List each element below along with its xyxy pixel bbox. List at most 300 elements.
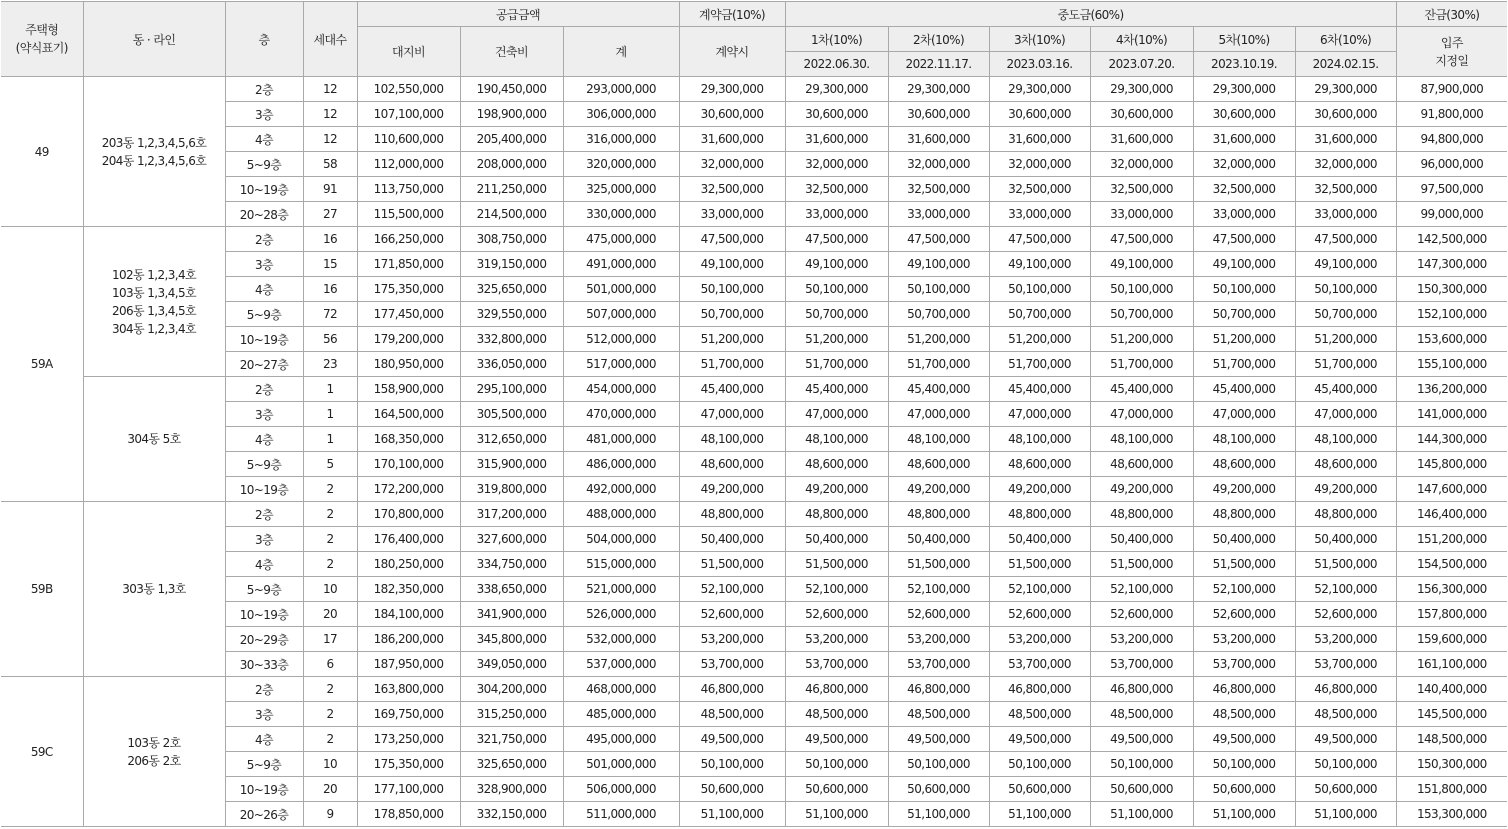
total-cost-cell: 488,000,000 [563, 502, 679, 527]
floor-cell: 20~27층 [225, 352, 303, 377]
total-cost-cell: 470,000,000 [563, 402, 679, 427]
mid-payment-1-cell: 50,100,000 [785, 752, 888, 777]
table-row [1, 427, 1507, 452]
mid-payment-3-cell: 48,800,000 [989, 502, 1090, 527]
total-cost-cell: 293,000,000 [563, 77, 679, 102]
floor-cell: 4층 [225, 727, 303, 752]
header-deposit: 계약금(10%) [679, 2, 785, 27]
mid-payment-2-cell: 50,600,000 [888, 777, 989, 802]
units-cell: 17 [303, 627, 357, 652]
building-cost-cell: 341,900,000 [460, 602, 563, 627]
total-cost-cell: 517,000,000 [563, 352, 679, 377]
mid-payment-4-cell: 52,100,000 [1090, 577, 1193, 602]
price-table [1, 1, 1507, 827]
balance-cell: 159,600,000 [1396, 627, 1507, 652]
table-row [1, 527, 1507, 552]
land-cost-cell: 175,350,000 [357, 752, 460, 777]
balance-cell: 147,600,000 [1396, 477, 1507, 502]
mid-payment-5-cell: 45,400,000 [1193, 377, 1295, 402]
type-cell: 59B [1, 502, 83, 677]
floor-cell: 30~33층 [225, 652, 303, 677]
mid-payment-2-cell: 51,500,000 [888, 552, 989, 577]
total-cost-cell: 501,000,000 [563, 277, 679, 302]
deposit-cell: 48,500,000 [679, 702, 785, 727]
mid-payment-1-cell: 51,500,000 [785, 552, 888, 577]
mid-payment-3-cell: 50,100,000 [989, 752, 1090, 777]
mid-payment-1-cell: 47,000,000 [785, 402, 888, 427]
header-mid-3: 3차(10%) [989, 27, 1090, 52]
mid-payment-2-cell: 51,700,000 [888, 352, 989, 377]
mid-payment-5-cell: 48,500,000 [1193, 702, 1295, 727]
units-cell: 56 [303, 327, 357, 352]
table-row [1, 252, 1507, 277]
deposit-cell: 53,200,000 [679, 627, 785, 652]
balance-cell: 146,400,000 [1396, 502, 1507, 527]
mid-payment-6-cell: 49,100,000 [1295, 252, 1396, 277]
balance-cell: 96,000,000 [1396, 152, 1507, 177]
table-row [1, 352, 1507, 377]
mid-payment-4-cell: 31,600,000 [1090, 127, 1193, 152]
mid-payment-6-cell: 51,700,000 [1295, 352, 1396, 377]
floor-cell: 3층 [225, 402, 303, 427]
mid-payment-2-cell: 48,600,000 [888, 452, 989, 477]
deposit-cell: 31,600,000 [679, 127, 785, 152]
building-cost-cell: 190,450,000 [460, 77, 563, 102]
floor-cell: 4층 [225, 552, 303, 577]
balance-cell: 161,100,000 [1396, 652, 1507, 677]
balance-cell: 141,000,000 [1396, 402, 1507, 427]
mid-payment-5-cell: 49,200,000 [1193, 477, 1295, 502]
deposit-cell: 49,100,000 [679, 252, 785, 277]
header-supply: 공급금액 [357, 2, 679, 27]
mid-payment-5-cell: 50,600,000 [1193, 777, 1295, 802]
land-cost-cell: 107,100,000 [357, 102, 460, 127]
mid-payment-6-cell: 49,500,000 [1295, 727, 1396, 752]
deposit-cell: 52,100,000 [679, 577, 785, 602]
mid-payment-1-cell: 32,000,000 [785, 152, 888, 177]
mid-payment-6-cell: 47,000,000 [1295, 402, 1396, 427]
balance-cell: 155,100,000 [1396, 352, 1507, 377]
building-cost-cell: 198,900,000 [460, 102, 563, 127]
units-cell: 12 [303, 77, 357, 102]
building-cost-cell: 304,200,000 [460, 677, 563, 702]
land-cost-cell: 187,950,000 [357, 652, 460, 677]
mid-payment-2-cell: 52,100,000 [888, 577, 989, 602]
mid-payment-2-cell: 50,100,000 [888, 277, 989, 302]
table-row [1, 577, 1507, 602]
total-cost-cell: 330,000,000 [563, 202, 679, 227]
mid-payment-5-cell: 33,000,000 [1193, 202, 1295, 227]
mid-payment-3-cell: 32,000,000 [989, 152, 1090, 177]
balance-cell: 142,500,000 [1396, 227, 1507, 252]
building-cost-cell: 295,100,000 [460, 377, 563, 402]
floor-cell: 5~9층 [225, 452, 303, 477]
mid-payment-1-cell: 48,600,000 [785, 452, 888, 477]
table-row [1, 102, 1507, 127]
table-row [1, 452, 1507, 477]
balance-cell: 150,300,000 [1396, 752, 1507, 777]
table-row [1, 402, 1507, 427]
mid-payment-3-cell: 47,000,000 [989, 402, 1090, 427]
deposit-cell: 29,300,000 [679, 77, 785, 102]
mid-payment-2-cell: 52,600,000 [888, 602, 989, 627]
mid-payment-4-cell: 50,100,000 [1090, 752, 1193, 777]
type-cell: 59C [1, 677, 83, 827]
mid-payment-3-cell: 50,400,000 [989, 527, 1090, 552]
building-cost-cell: 328,900,000 [460, 777, 563, 802]
mid-payment-5-cell: 32,000,000 [1193, 152, 1295, 177]
balance-cell: 150,300,000 [1396, 277, 1507, 302]
mid-payment-4-cell: 47,500,000 [1090, 227, 1193, 252]
dong-line-cell: 102동 1,2,3,4호 103동 1,3,4,5호 206동 1,3,4,5호 304동 1,2,3,4호 [83, 227, 225, 377]
floor-cell: 10~19층 [225, 777, 303, 802]
table-row [1, 702, 1507, 727]
land-cost-cell: 177,100,000 [357, 777, 460, 802]
land-cost-cell: 179,200,000 [357, 327, 460, 352]
floor-cell: 3층 [225, 102, 303, 127]
floor-cell: 2층 [225, 227, 303, 252]
mid-payment-3-cell: 30,600,000 [989, 102, 1090, 127]
table-row [1, 627, 1507, 652]
floor-cell: 10~19층 [225, 327, 303, 352]
land-cost-cell: 113,750,000 [357, 177, 460, 202]
header-mid-4-date: 2023.07.20. [1090, 52, 1193, 77]
floor-cell: 5~9층 [225, 577, 303, 602]
building-cost-cell: 319,150,000 [460, 252, 563, 277]
units-cell: 2 [303, 527, 357, 552]
table-row [1, 227, 1507, 252]
land-cost-cell: 163,800,000 [357, 677, 460, 702]
mid-payment-3-cell: 51,500,000 [989, 552, 1090, 577]
table-row [1, 652, 1507, 677]
deposit-cell: 48,800,000 [679, 502, 785, 527]
type-cell: 49 [1, 77, 83, 227]
mid-payment-3-cell: 52,600,000 [989, 602, 1090, 627]
units-cell: 27 [303, 202, 357, 227]
header-deposit-when: 계약시 [679, 27, 785, 77]
mid-payment-4-cell: 46,800,000 [1090, 677, 1193, 702]
mid-payment-6-cell: 50,400,000 [1295, 527, 1396, 552]
land-cost-cell: 166,250,000 [357, 227, 460, 252]
mid-payment-1-cell: 51,700,000 [785, 352, 888, 377]
mid-payment-4-cell: 52,600,000 [1090, 602, 1193, 627]
total-cost-cell: 515,000,000 [563, 552, 679, 577]
mid-payment-3-cell: 48,100,000 [989, 427, 1090, 452]
mid-payment-5-cell: 50,100,000 [1193, 277, 1295, 302]
deposit-cell: 32,000,000 [679, 152, 785, 177]
floor-cell: 4층 [225, 427, 303, 452]
mid-payment-1-cell: 49,100,000 [785, 252, 888, 277]
mid-payment-1-cell: 50,700,000 [785, 302, 888, 327]
balance-cell: 147,300,000 [1396, 252, 1507, 277]
floor-cell: 5~9층 [225, 302, 303, 327]
total-cost-cell: 511,000,000 [563, 802, 679, 827]
mid-payment-6-cell: 30,600,000 [1295, 102, 1396, 127]
mid-payment-5-cell: 48,100,000 [1193, 427, 1295, 452]
header-mid-5: 5차(10%) [1193, 27, 1295, 52]
mid-payment-5-cell: 52,600,000 [1193, 602, 1295, 627]
deposit-cell: 50,600,000 [679, 777, 785, 802]
table-row [1, 477, 1507, 502]
mid-payment-5-cell: 52,100,000 [1193, 577, 1295, 602]
units-cell: 2 [303, 702, 357, 727]
mid-payment-3-cell: 45,400,000 [989, 377, 1090, 402]
header-mid-4: 4차(10%) [1090, 27, 1193, 52]
floor-cell: 2층 [225, 77, 303, 102]
deposit-cell: 51,100,000 [679, 802, 785, 827]
mid-payment-2-cell: 48,100,000 [888, 427, 989, 452]
table-row [1, 377, 1507, 402]
mid-payment-1-cell: 32,500,000 [785, 177, 888, 202]
table-row [1, 277, 1507, 302]
mid-payment-6-cell: 52,100,000 [1295, 577, 1396, 602]
units-cell: 58 [303, 152, 357, 177]
table-body [1, 77, 1507, 827]
mid-payment-2-cell: 50,400,000 [888, 527, 989, 552]
units-cell: 2 [303, 677, 357, 702]
table-row [1, 327, 1507, 352]
floor-cell: 10~19층 [225, 477, 303, 502]
mid-payment-1-cell: 30,600,000 [785, 102, 888, 127]
mid-payment-1-cell: 48,100,000 [785, 427, 888, 452]
mid-payment-5-cell: 30,600,000 [1193, 102, 1295, 127]
floor-cell: 4층 [225, 277, 303, 302]
total-cost-cell: 486,000,000 [563, 452, 679, 477]
building-cost-cell: 325,650,000 [460, 277, 563, 302]
mid-payment-4-cell: 45,400,000 [1090, 377, 1193, 402]
units-cell: 16 [303, 227, 357, 252]
mid-payment-6-cell: 49,200,000 [1295, 477, 1396, 502]
mid-payment-2-cell: 51,200,000 [888, 327, 989, 352]
total-cost-cell: 532,000,000 [563, 627, 679, 652]
units-cell: 12 [303, 102, 357, 127]
total-cost-cell: 521,000,000 [563, 577, 679, 602]
mid-payment-4-cell: 53,200,000 [1090, 627, 1193, 652]
deposit-cell: 50,400,000 [679, 527, 785, 552]
mid-payment-5-cell: 31,600,000 [1193, 127, 1295, 152]
deposit-cell: 30,600,000 [679, 102, 785, 127]
header-dong-line: 동 · 라인 [83, 2, 225, 77]
mid-payment-6-cell: 31,600,000 [1295, 127, 1396, 152]
mid-payment-2-cell: 33,000,000 [888, 202, 989, 227]
mid-payment-1-cell: 52,100,000 [785, 577, 888, 602]
mid-payment-5-cell: 32,500,000 [1193, 177, 1295, 202]
deposit-cell: 46,800,000 [679, 677, 785, 702]
mid-payment-4-cell: 49,200,000 [1090, 477, 1193, 502]
table-row [1, 502, 1507, 527]
mid-payment-2-cell: 29,300,000 [888, 77, 989, 102]
building-cost-cell: 312,650,000 [460, 427, 563, 452]
table-row [1, 177, 1507, 202]
mid-payment-2-cell: 49,200,000 [888, 477, 989, 502]
floor-cell: 2층 [225, 677, 303, 702]
mid-payment-1-cell: 47,500,000 [785, 227, 888, 252]
floor-cell: 3층 [225, 702, 303, 727]
land-cost-cell: 177,450,000 [357, 302, 460, 327]
mid-payment-4-cell: 47,000,000 [1090, 402, 1193, 427]
land-cost-cell: 182,350,000 [357, 577, 460, 602]
mid-payment-6-cell: 50,700,000 [1295, 302, 1396, 327]
floor-cell: 5~9층 [225, 152, 303, 177]
deposit-cell: 33,000,000 [679, 202, 785, 227]
units-cell: 23 [303, 352, 357, 377]
balance-cell: 151,800,000 [1396, 777, 1507, 802]
deposit-cell: 48,100,000 [679, 427, 785, 452]
building-cost-cell: 317,200,000 [460, 502, 563, 527]
mid-payment-1-cell: 53,200,000 [785, 627, 888, 652]
header-mid-6: 6차(10%) [1295, 27, 1396, 52]
land-cost-cell: 110,600,000 [357, 127, 460, 152]
balance-cell: 140,400,000 [1396, 677, 1507, 702]
total-cost-cell: 537,000,000 [563, 652, 679, 677]
mid-payment-6-cell: 53,700,000 [1295, 652, 1396, 677]
total-cost-cell: 468,000,000 [563, 677, 679, 702]
building-cost-cell: 336,050,000 [460, 352, 563, 377]
deposit-cell: 51,200,000 [679, 327, 785, 352]
mid-payment-1-cell: 51,200,000 [785, 327, 888, 352]
balance-cell: 157,800,000 [1396, 602, 1507, 627]
deposit-cell: 52,600,000 [679, 602, 785, 627]
total-cost-cell: 501,000,000 [563, 752, 679, 777]
balance-cell: 153,300,000 [1396, 802, 1507, 827]
floor-cell: 20~28층 [225, 202, 303, 227]
header-mid-3-date: 2023.03.16. [989, 52, 1090, 77]
units-cell: 5 [303, 452, 357, 477]
floor-cell: 2층 [225, 502, 303, 527]
total-cost-cell: 491,000,000 [563, 252, 679, 277]
building-cost-cell: 329,550,000 [460, 302, 563, 327]
units-cell: 6 [303, 652, 357, 677]
mid-payment-5-cell: 50,100,000 [1193, 752, 1295, 777]
mid-payment-6-cell: 32,500,000 [1295, 177, 1396, 202]
mid-payment-6-cell: 51,500,000 [1295, 552, 1396, 577]
mid-payment-3-cell: 48,500,000 [989, 702, 1090, 727]
balance-cell: 152,100,000 [1396, 302, 1507, 327]
mid-payment-4-cell: 53,700,000 [1090, 652, 1193, 677]
mid-payment-2-cell: 31,600,000 [888, 127, 989, 152]
land-cost-cell: 178,850,000 [357, 802, 460, 827]
balance-cell: 153,600,000 [1396, 327, 1507, 352]
floor-cell: 20~29층 [225, 627, 303, 652]
land-cost-cell: 175,350,000 [357, 277, 460, 302]
mid-payment-4-cell: 32,500,000 [1090, 177, 1193, 202]
header-mid-2: 2차(10%) [888, 27, 989, 52]
units-cell: 12 [303, 127, 357, 152]
header-floor: 층 [225, 2, 303, 77]
mid-payment-2-cell: 30,600,000 [888, 102, 989, 127]
land-cost-cell: 112,000,000 [357, 152, 460, 177]
dong-line-cell: 103동 2호 206동 2호 [83, 677, 225, 827]
mid-payment-2-cell: 50,700,000 [888, 302, 989, 327]
deposit-cell: 49,500,000 [679, 727, 785, 752]
units-cell: 2 [303, 727, 357, 752]
mid-payment-1-cell: 50,400,000 [785, 527, 888, 552]
mid-payment-6-cell: 50,100,000 [1295, 277, 1396, 302]
mid-payment-5-cell: 50,700,000 [1193, 302, 1295, 327]
mid-payment-4-cell: 30,600,000 [1090, 102, 1193, 127]
mid-payment-2-cell: 48,800,000 [888, 502, 989, 527]
total-cost-cell: 492,000,000 [563, 477, 679, 502]
building-cost-cell: 205,400,000 [460, 127, 563, 152]
floor-cell: 5~9층 [225, 752, 303, 777]
mid-payment-1-cell: 49,500,000 [785, 727, 888, 752]
mid-payment-4-cell: 49,500,000 [1090, 727, 1193, 752]
total-cost-cell: 306,000,000 [563, 102, 679, 127]
mid-payment-4-cell: 33,000,000 [1090, 202, 1193, 227]
total-cost-cell: 495,000,000 [563, 727, 679, 752]
land-cost-cell: 180,250,000 [357, 552, 460, 577]
header-middle: 중도금(60%) [785, 2, 1396, 27]
floor-cell: 20~26층 [225, 802, 303, 827]
mid-payment-5-cell: 48,800,000 [1193, 502, 1295, 527]
mid-payment-2-cell: 32,500,000 [888, 177, 989, 202]
building-cost-cell: 325,650,000 [460, 752, 563, 777]
mid-payment-5-cell: 50,400,000 [1193, 527, 1295, 552]
units-cell: 15 [303, 252, 357, 277]
mid-payment-3-cell: 50,600,000 [989, 777, 1090, 802]
deposit-cell: 50,100,000 [679, 277, 785, 302]
table-row [1, 202, 1507, 227]
table-row [1, 727, 1507, 752]
mid-payment-2-cell: 51,100,000 [888, 802, 989, 827]
units-cell: 20 [303, 602, 357, 627]
balance-cell: 99,000,000 [1396, 202, 1507, 227]
balance-cell: 144,300,000 [1396, 427, 1507, 452]
mid-payment-4-cell: 51,100,000 [1090, 802, 1193, 827]
floor-cell: 3층 [225, 252, 303, 277]
building-cost-cell: 332,150,000 [460, 802, 563, 827]
units-cell: 10 [303, 752, 357, 777]
building-cost-cell: 315,250,000 [460, 702, 563, 727]
building-cost-cell: 319,800,000 [460, 477, 563, 502]
total-cost-cell: 481,000,000 [563, 427, 679, 452]
mid-payment-6-cell: 50,100,000 [1295, 752, 1396, 777]
deposit-cell: 51,700,000 [679, 352, 785, 377]
building-cost-cell: 305,500,000 [460, 402, 563, 427]
mid-payment-6-cell: 32,000,000 [1295, 152, 1396, 177]
mid-payment-5-cell: 53,700,000 [1193, 652, 1295, 677]
header-mid-1-date: 2022.06.30. [785, 52, 888, 77]
header-balance-when: 입주 지정일 [1396, 27, 1507, 77]
units-cell: 2 [303, 502, 357, 527]
mid-payment-4-cell: 48,100,000 [1090, 427, 1193, 452]
total-cost-cell: 325,000,000 [563, 177, 679, 202]
mid-payment-6-cell: 52,600,000 [1295, 602, 1396, 627]
mid-payment-2-cell: 45,400,000 [888, 377, 989, 402]
mid-payment-4-cell: 49,100,000 [1090, 252, 1193, 277]
mid-payment-1-cell: 48,800,000 [785, 502, 888, 527]
mid-payment-2-cell: 32,000,000 [888, 152, 989, 177]
balance-cell: 151,200,000 [1396, 527, 1507, 552]
mid-payment-2-cell: 49,500,000 [888, 727, 989, 752]
building-cost-cell: 349,050,000 [460, 652, 563, 677]
mid-payment-5-cell: 51,200,000 [1193, 327, 1295, 352]
mid-payment-4-cell: 48,800,000 [1090, 502, 1193, 527]
land-cost-cell: 170,800,000 [357, 502, 460, 527]
mid-payment-1-cell: 53,700,000 [785, 652, 888, 677]
balance-cell: 145,500,000 [1396, 702, 1507, 727]
mid-payment-3-cell: 53,700,000 [989, 652, 1090, 677]
land-cost-cell: 164,500,000 [357, 402, 460, 427]
mid-payment-4-cell: 51,500,000 [1090, 552, 1193, 577]
mid-payment-3-cell: 49,200,000 [989, 477, 1090, 502]
type-cell: 59A [1, 227, 83, 502]
building-cost-cell: 334,750,000 [460, 552, 563, 577]
mid-payment-4-cell: 50,700,000 [1090, 302, 1193, 327]
mid-payment-1-cell: 50,600,000 [785, 777, 888, 802]
mid-payment-3-cell: 51,100,000 [989, 802, 1090, 827]
units-cell: 16 [303, 277, 357, 302]
